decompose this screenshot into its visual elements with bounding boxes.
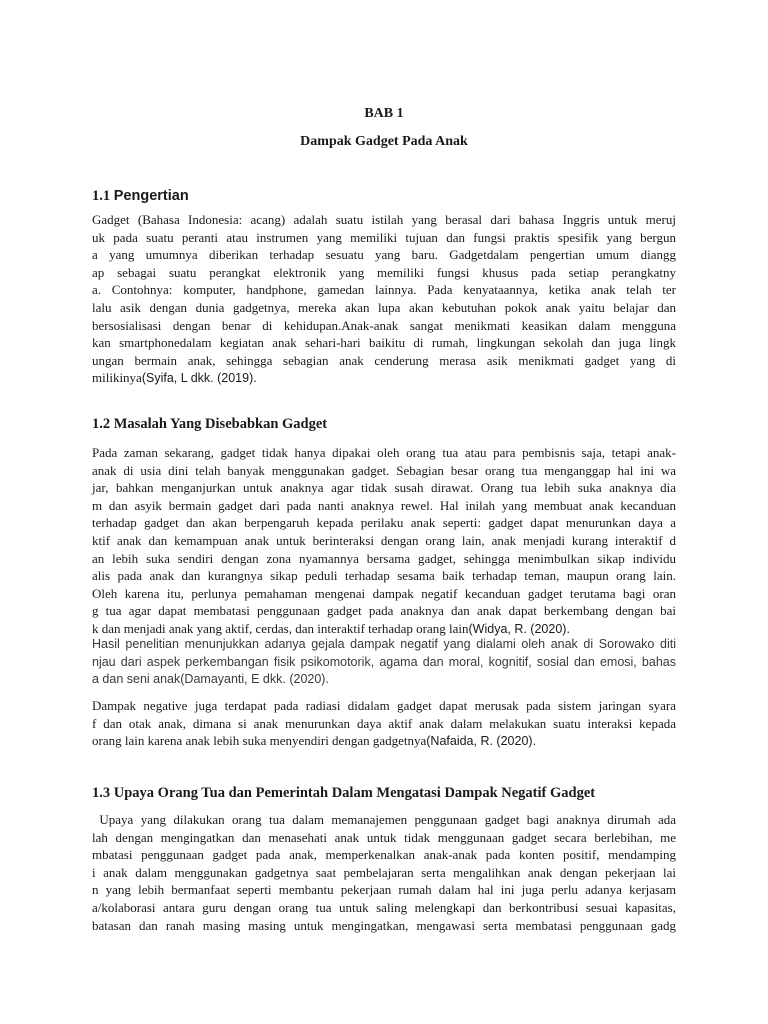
- text-line: an lebih suka sendiri dengan zona nyamannya bersama gadget, sehingga menimbulkan sikap individu: [92, 550, 676, 566]
- text-line-last: [92, 732, 676, 750]
- text-line: lalu asik dengan dunia gadgetnya, mereka akan lupa akan kebutuhan pokok anak yaitu belajar dan: [92, 299, 676, 315]
- text-line: ap sebagai suatu perangkat elektronik yang memiliki fungsi khusus pada setiap perangkatny: [92, 264, 676, 280]
- section-number: 1.1: [92, 188, 114, 204]
- chapter-label: BAB 1: [364, 106, 404, 121]
- text-line: lah dengan mengingatkan dan menasehati anak untuk tidak menggunaan gadget secara berlebihan, me: [92, 829, 676, 845]
- text-line: kan smartphonedalam kegiatan anak sehari-hari baikitu di rumah, lingkungan sekolah dan juga lingk: [92, 335, 676, 351]
- citation: (Widya, R. (2020).: [468, 621, 570, 636]
- text-line: batasan dan ranah masing masing untuk mengingatkan, mengawasi serta membatasi penggunaan gadg: [92, 917, 676, 933]
- text-line: mbatasi penggunaan gadget pada anak, memperkenalkan anak-anak pada konten positif, mendamping: [92, 847, 676, 863]
- text-line: i anak dalam menggunakan gadgetnya saat pembelajaran serta mengalihkan anak dengan pekerjaan lai: [92, 864, 676, 880]
- text-line: a yang umumnya diberikan terhadap sesuatu yang baru. Gadgetdalam pengertian umum diangg: [92, 247, 676, 263]
- line-text: milikinya: [92, 370, 142, 386]
- text-line: jar, bahkan menganjurkan untuk anaknya agar tidak susah dirawat. Orang tua lebih suka anaknya dia: [92, 480, 676, 496]
- text-line: g tua agar dapat membatasi penggunaan gadget pada anaknya dan anak dapat berkembang dengan bai: [92, 603, 676, 619]
- text-line: m dan asyik bermain gadget dari pada nanti anaknya rewel. Hal inilah yang membuat anak kecanduan: [92, 497, 676, 513]
- text-line: anak di usia dini telah banyak menggunakan gadget. Sebagian besar orang tua menganggap hal ini wa: [92, 462, 676, 478]
- citation: (Syifa, L dkk. (2019).: [141, 371, 257, 386]
- text-line: ungan bermain anak, sehingga sebagian anak cenderung merasa asik menikmati gadget yang di: [92, 352, 676, 368]
- text-line: alis pada anak dan kurangnya sikap peduli terhadap sesama baik terhadap teman, maupun orang lain.: [92, 568, 676, 584]
- section-heading-1-2: [92, 416, 327, 433]
- text-line: Oleh karena itu, perlunya pemahaman mengenai dampak negatif kecanduan gadget terutama bagi oran: [92, 585, 676, 601]
- paragraph-masalah: [92, 444, 676, 638]
- section-number: 1.2: [92, 416, 114, 432]
- citation: (Damayanti, E dkk. (2020).: [180, 672, 329, 687]
- paragraph-upaya: [92, 811, 676, 934]
- text-line: f dan otak anak, dimana si anak menurunkan daya aktif anak dalam melakukan suatu interaksi kepada: [92, 715, 676, 731]
- text-line: Hasil penelitian menunjukkan adanya gejala dampak negatif yang dialami oleh anak di Sorowako diti: [92, 637, 676, 651]
- line-text: k dan menjadi anak yang aktif, cerdas, dan interaktif terhadap orang lain: [92, 620, 469, 636]
- paragraph-radiasi: [92, 697, 676, 750]
- text-line-last: [92, 671, 676, 689]
- text-line: ktif anak dan kemampuan anak untuk berinteraksi dengan orang lain, anak menjadi kurang interaktif d: [92, 532, 676, 548]
- text-line: Pada zaman sekarang, gadget tidak hanya dipakai oleh orang tua atau para pembisnis saja, tetapi anak-: [92, 445, 676, 460]
- line-text: a dan seni anak: [92, 672, 181, 687]
- text-line: Gadget (Bahasa Indonesia: acang) adalah suatu istilah yang berasal dari bahasa Inggris untuk meruj: [92, 212, 676, 227]
- text-line-last: [92, 369, 676, 387]
- text-line: uk pada suatu peranti atau instrumen yang memiliki tujuan dan fungsi praktis spesifik yang bergun: [92, 229, 676, 245]
- text-line-last: [92, 620, 676, 638]
- citation: (Nafaida, R. (2020).: [426, 734, 537, 749]
- section-heading-1-1: [92, 188, 189, 205]
- paragraph-pengertian: [92, 211, 676, 387]
- text-line: njau dari aspek perkembangan fisik psikomotorik, agama dan moral, kognitif, sosial dan emosi, bahas: [92, 654, 676, 669]
- document-title: Dampak Gadget Pada Anak: [300, 134, 468, 149]
- text-line: Dampak negative juga terdapat pada radiasi didalam gadget dapat merusak pada sistem jaringan syara: [92, 698, 676, 713]
- text-line: a/kolaborasi antara guru dengan orang tua untuk saling melengkapi dan berkontribusi sesuai kapasitas,: [92, 899, 676, 915]
- text-line: Upaya yang dilakukan orang tua dalam memanajemen penggunaan gadget bagi anaknya dirumah ada: [92, 812, 676, 827]
- paragraph-hasil-penelitian: [92, 636, 676, 689]
- section-heading-1-3: 1.3 Upaya Orang Tua dan Pemerintah Dalam Mengatasi Dampak Negatif Gadget: [92, 785, 596, 801]
- text-line: n yang lebih bermanfaat seperti membantu pekerjaan rumah dalam hal ini juga perlu adanya kerjasam: [92, 882, 676, 898]
- section-title: Masalah Yang Disebabkan Gadget: [113, 416, 328, 432]
- text-line: bersosialisasi dengan benar di kehidupan.Anak-anak sangat menikmati keasikan dalam mengguna: [92, 317, 676, 333]
- line-text: orang lain karena anak lebih suka menyendiri dengan gadgetnya: [92, 733, 427, 749]
- text-line: a. Contohnya: komputer, handphone, gamedan lainnya. Pada kenyataannya, ketika anak telah ter: [92, 282, 676, 298]
- section-title: Pengertian: [113, 188, 189, 204]
- text-line: terhadap gadget dan akan berpengaruh kepada perilaku anak seperti: gadget dapat menurunkan daya a: [92, 515, 676, 531]
